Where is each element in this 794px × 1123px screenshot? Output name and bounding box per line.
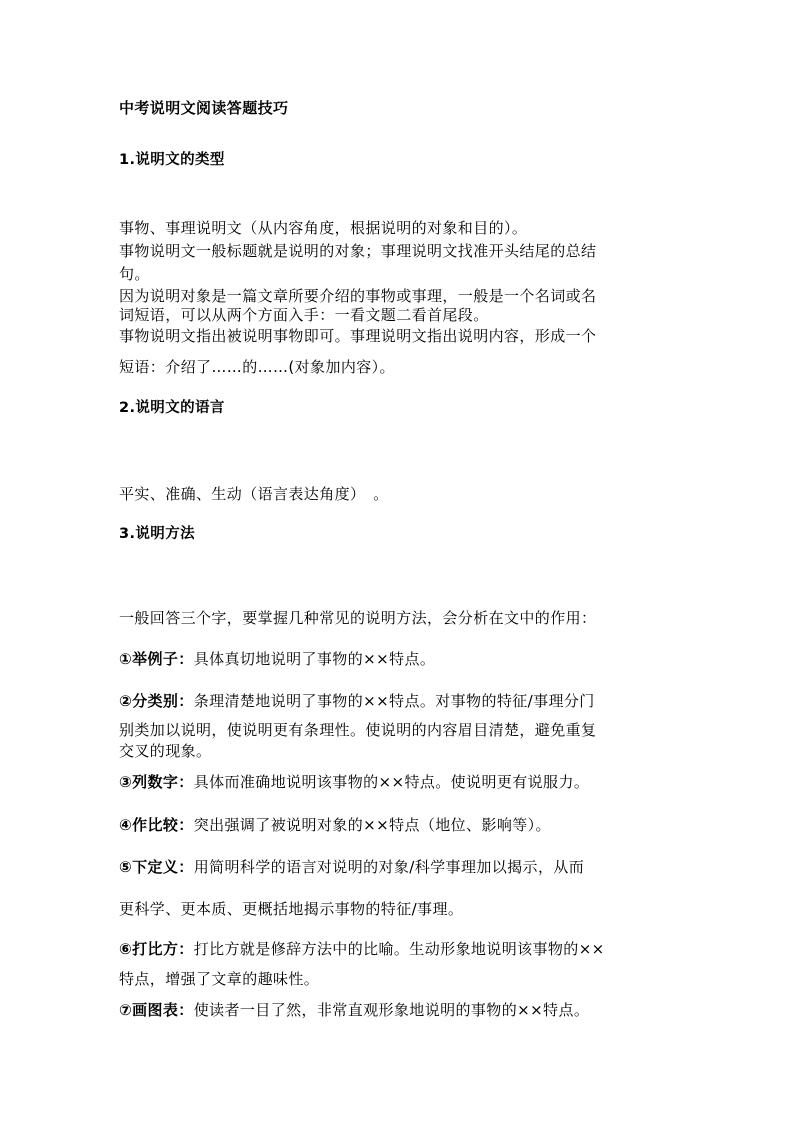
method-item-2 <box>119 691 595 711</box>
method-term: ④作比较： <box>119 816 194 834</box>
method-text-line: 别类加以说明，使说明更有条理性。使说明的内容眉目清楚，避免重复 <box>119 721 597 739</box>
method-intro: 一般回答三个字，要掌握几种常见的说明方法，会分析在文中的作用： <box>119 609 597 627</box>
method-text-line: 特点，增强了文章的趣味性。 <box>119 970 320 988</box>
method-text: 具体真切地说明了事物的××特点。 <box>193 650 436 668</box>
paragraph-line: 句。 <box>119 265 150 283</box>
method-term: ⑤下定义： <box>119 858 194 876</box>
paragraph-line: 事物说明文指出被说明事物即可。事理说明文指出说明内容，形成一个 <box>119 327 597 345</box>
paragraph-line: 平实、准确、生动（语言表达角度） 。 <box>119 485 389 503</box>
method-term: ②分类别： <box>119 692 194 710</box>
method-text-line: 更科学、更本质、更概括地揭示事物的特征/事理。 <box>119 900 464 918</box>
method-text: 条理清楚地说明了事物的××特点。对事物的特征/事理分门 <box>193 692 595 710</box>
method-text: 使读者一目了然，非常直观形象地说明的事物的××特点。 <box>193 1001 590 1019</box>
method-item-4 <box>119 815 551 835</box>
section-heading-1: 1.说明文的类型 <box>119 152 225 168</box>
method-item-1 <box>119 649 435 669</box>
method-term: ⑦画图表： <box>119 1001 194 1019</box>
method-item-5 <box>119 857 584 877</box>
method-term: ⑥打比方： <box>119 940 194 958</box>
paragraph-line: 词短语，可以从两个方面入手：一看文题二看首尾段。 <box>119 306 489 324</box>
paragraph-line: 短语：介绍了……的……(对象加内容）。 <box>119 358 395 376</box>
method-text: 用简明科学的语言对说明的对象/科学事理加以揭示，从而 <box>193 858 585 876</box>
method-text: 突出强调了被说明对象的××特点（地位、影响等）。 <box>193 816 551 834</box>
paragraph-line: 事物说明文一般标题就是说明的对象；事理说明文找准开头结尾的总结 <box>119 242 597 260</box>
method-term: ①举例子： <box>119 650 194 668</box>
paragraph-line: 事物、事理说明文（从内容角度，根据说明的对象和目的）。 <box>119 219 528 237</box>
document-title: 中考说明文阅读答题技巧 <box>119 99 289 117</box>
section-heading-2: 2.说明文的语言 <box>119 400 225 416</box>
paragraph-line: 因为说明对象是一篇文章所要介绍的事物或事理，一般是一个名词或名 <box>119 287 597 305</box>
method-text-line: 交叉的现象。 <box>119 742 212 760</box>
method-item-3 <box>119 772 589 792</box>
method-term: ③列数字： <box>119 773 194 791</box>
method-item-6 <box>119 939 605 959</box>
method-item-7 <box>119 1000 589 1020</box>
method-text: 打比方就是修辞方法中的比喻。生动形象地说明该事物的×× <box>193 940 605 958</box>
section-heading-3: 3.说明方法 <box>119 526 195 542</box>
method-text: 具体而准确地说明该事物的××特点。使说明更有说服力。 <box>193 773 590 791</box>
